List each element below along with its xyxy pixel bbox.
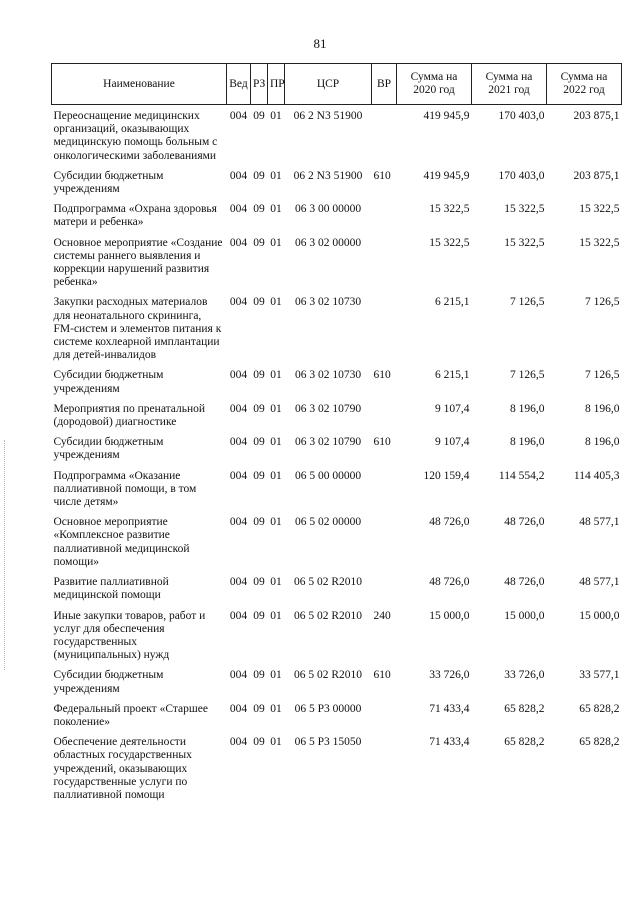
- cell-name: Федеральный проект «Старшее поколение»: [53, 702, 208, 728]
- cell-rz: 09: [253, 736, 265, 749]
- cell-csr: 06 3 02 10730: [294, 296, 362, 309]
- cell-sum-2021: 33 726,0: [504, 669, 545, 682]
- cell-sum-2022: 65 828,2: [579, 702, 620, 715]
- cell-name: Мероприятия по пренатальной (дородовой) диагностике: [53, 402, 206, 429]
- cell-rz: 09: [253, 702, 265, 715]
- header-sum-2021: Сумма на 2021 год: [472, 64, 547, 105]
- cell-rz: 09: [253, 169, 265, 182]
- cell-vr: 610: [373, 436, 391, 449]
- cell-rz: 09: [253, 609, 265, 622]
- header-name: Наименование: [52, 64, 227, 105]
- cell-ved: 004: [229, 516, 248, 529]
- cell-name: Субсидии бюджетным учреждениям: [53, 369, 164, 395]
- cell-pr: 01: [270, 576, 282, 589]
- cell-csr: 06 5 02 R2010: [293, 576, 363, 589]
- cell-csr: 06 5 02 R2010: [293, 669, 363, 682]
- cell-vr: 240: [373, 609, 391, 622]
- table-row: [52, 170, 622, 203]
- cell-name: Подпрограмма «Оказание паллиативной помощи, в том числе детям»: [53, 469, 197, 509]
- cell-ved: 004: [229, 236, 248, 249]
- cell-sum-2020: 419 945,9: [423, 169, 470, 182]
- header-rz: РЗ: [251, 64, 268, 105]
- cell-vr: [372, 516, 397, 576]
- table-row: [52, 105, 622, 170]
- cell-sum-2020: 15 322,5: [429, 236, 470, 249]
- cell-name: Основное мероприятие «Комплексное развитие паллиативной медицинской помощи»: [53, 516, 190, 568]
- cell-rz: 09: [253, 402, 265, 415]
- cell-sum-2020: 48 726,0: [429, 516, 470, 529]
- table-row: [52, 403, 622, 436]
- cell-ved: 004: [229, 203, 248, 216]
- table-row: [52, 203, 622, 236]
- cell-name: Субсидии бюджетным учреждениям: [53, 669, 164, 695]
- table-row: [52, 296, 622, 369]
- cell-sum-2022: 48 577,1: [579, 576, 620, 589]
- cell-sum-2020: 15 000,0: [429, 609, 470, 622]
- table-header: [52, 64, 622, 105]
- table-row: [52, 703, 622, 736]
- header-ved: Вед: [227, 64, 251, 105]
- cell-sum-2021: 170 403,0: [498, 169, 545, 182]
- cell-pr: 01: [270, 402, 282, 415]
- cell-rz: 09: [253, 369, 265, 382]
- table-row: [52, 736, 622, 809]
- cell-sum-2022: 15 322,5: [579, 236, 620, 249]
- margin-scan-mark: [4, 440, 6, 670]
- cell-sum-2020: 9 107,4: [435, 402, 470, 415]
- cell-pr: 01: [270, 736, 282, 749]
- cell-pr: 01: [270, 203, 282, 216]
- cell-vr: [372, 736, 397, 809]
- cell-pr: 01: [270, 702, 282, 715]
- cell-sum-2020: 71 433,4: [429, 736, 470, 749]
- cell-ved: 004: [229, 110, 248, 122]
- cell-sum-2020: 15 322,5: [429, 203, 470, 216]
- table-row: [52, 669, 622, 702]
- cell-vr: [372, 403, 397, 436]
- cell-name: Основное мероприятие «Создание системы раннего выявления и коррекции нарушений развития ребенка»: [53, 236, 223, 289]
- cell-sum-2022: 33 577,1: [579, 669, 620, 682]
- cell-ved: 004: [229, 369, 248, 382]
- cell-sum-2022: 114 405,3: [573, 469, 620, 482]
- cell-rz: 09: [253, 436, 265, 449]
- cell-vr: 610: [373, 669, 391, 682]
- cell-sum-2021: 15 322,5: [504, 236, 545, 249]
- header-csr: ЦСР: [285, 64, 372, 105]
- cell-ved: 004: [229, 576, 248, 589]
- cell-rz: 09: [253, 576, 265, 589]
- cell-vr: [372, 703, 397, 736]
- cell-vr: [372, 105, 397, 170]
- cell-sum-2022: 203 875,1: [573, 110, 620, 122]
- cell-vr: 610: [373, 169, 391, 182]
- cell-pr: 01: [270, 236, 282, 249]
- cell-sum-2021: 48 726,0: [504, 576, 545, 589]
- cell-ved: 004: [229, 169, 248, 182]
- cell-ved: 004: [229, 436, 248, 449]
- cell-sum-2020: 6 215,1: [435, 369, 470, 382]
- cell-name: Субсидии бюджетным учреждениям: [53, 436, 164, 462]
- cell-csr: 06 3 02 10730: [294, 369, 362, 382]
- cell-vr: [372, 296, 397, 369]
- cell-sum-2020: 120 159,4: [423, 469, 470, 482]
- table-row: [52, 237, 622, 297]
- cell-sum-2022: 7 126,5: [585, 296, 620, 309]
- cell-vr: 610: [373, 369, 391, 382]
- cell-sum-2020: 71 433,4: [429, 702, 470, 715]
- cell-ved: 004: [229, 736, 248, 749]
- header-pr: ПР: [268, 64, 285, 105]
- cell-name: Субсидии бюджетным учреждениям: [53, 169, 164, 196]
- cell-rz: 09: [253, 203, 265, 216]
- cell-vr: [372, 470, 397, 517]
- cell-sum-2021: 114 554,2: [498, 469, 545, 482]
- page-number: 81: [313, 36, 327, 51]
- cell-ved: 004: [229, 669, 248, 682]
- cell-rz: 09: [253, 110, 265, 122]
- cell-sum-2022: 8 196,0: [585, 436, 620, 449]
- cell-pr: 01: [270, 516, 282, 529]
- cell-name: Подпрограмма «Охрана здоровья матери и ребенка»: [53, 203, 217, 229]
- cell-pr: 01: [270, 469, 282, 482]
- cell-name: Обеспечение деятельности областных государственных учреждений, оказывающих государственные услуги по паллиативной помощи: [53, 736, 192, 801]
- cell-sum-2021: 8 196,0: [510, 402, 545, 415]
- header-sum-2020: Сумма на 2020 год: [397, 64, 472, 105]
- cell-sum-2022: 8 196,0: [585, 402, 620, 415]
- cell-sum-2022: 7 126,5: [585, 369, 620, 382]
- cell-csr: 06 2 N3 51900: [293, 110, 363, 122]
- cell-rz: 09: [253, 236, 265, 249]
- table-row: [52, 576, 622, 609]
- cell-vr: [372, 576, 397, 609]
- cell-pr: 01: [270, 110, 282, 122]
- cell-sum-2021: 8 196,0: [510, 436, 545, 449]
- budget-table: [51, 63, 622, 809]
- cell-rz: 09: [253, 516, 265, 529]
- table-row: [52, 516, 622, 576]
- cell-sum-2021: 65 828,2: [504, 736, 545, 749]
- cell-csr: 06 5 02 R2010: [293, 609, 363, 622]
- header-sum-2022: Сумма на 2022 год: [547, 64, 622, 105]
- cell-sum-2020: 419 945,9: [423, 110, 470, 122]
- cell-csr: 06 5 P3 00000: [294, 702, 362, 715]
- cell-csr: 06 3 02 10790: [294, 402, 362, 415]
- cell-vr: [372, 237, 397, 297]
- cell-sum-2021: 15 000,0: [504, 609, 545, 622]
- cell-sum-2021: 48 726,0: [504, 516, 545, 529]
- table-row: [52, 610, 622, 670]
- cell-csr: 06 3 00 00000: [294, 203, 362, 216]
- cell-name: Переоснащение медицинских организаций, оказывающих медицинскую помощь больным с онкологическими заболеваниями: [53, 110, 218, 162]
- cell-pr: 01: [270, 669, 282, 682]
- cell-ved: 004: [229, 296, 248, 309]
- cell-name: Закупки расходных материалов для неонатального скрининга, FM-систем и элементов питания к системе кохлеарной имплантации для детей-инвалидов: [53, 296, 222, 362]
- cell-ved: 004: [229, 702, 248, 715]
- cell-sum-2022: 15 000,0: [579, 609, 620, 622]
- cell-vr: [372, 203, 397, 236]
- cell-ved: 004: [229, 469, 248, 482]
- cell-sum-2021: 7 126,5: [510, 369, 545, 382]
- cell-rz: 09: [253, 296, 265, 309]
- cell-rz: 09: [253, 669, 265, 682]
- cell-pr: 01: [270, 436, 282, 449]
- cell-rz: 09: [253, 469, 265, 482]
- cell-sum-2021: 170 403,0: [498, 110, 545, 122]
- cell-name: Иные закупки товаров, работ и услуг для обеспечения государственных (муниципальных) нужд: [53, 609, 206, 662]
- cell-ved: 004: [229, 609, 248, 622]
- cell-sum-2022: 48 577,1: [579, 516, 620, 529]
- cell-csr: 06 2 N3 51900: [293, 169, 363, 182]
- cell-csr: 06 5 02 00000: [294, 516, 362, 529]
- cell-pr: 01: [270, 369, 282, 382]
- cell-sum-2021: 15 322,5: [504, 203, 545, 216]
- cell-sum-2022: 203 875,1: [573, 169, 620, 182]
- table-row: [52, 436, 622, 469]
- cell-sum-2020: 48 726,0: [429, 576, 470, 589]
- cell-ved: 004: [229, 402, 248, 415]
- cell-csr: 06 5 P3 15050: [294, 736, 362, 749]
- cell-pr: 01: [270, 609, 282, 622]
- cell-name: Развитие паллиативной медицинской помощи: [53, 576, 169, 602]
- table-row: [52, 470, 622, 517]
- cell-sum-2022: 15 322,5: [579, 203, 620, 216]
- table-row: [52, 369, 622, 402]
- header-vr: ВР: [372, 64, 397, 105]
- cell-sum-2021: 65 828,2: [504, 702, 545, 715]
- cell-csr: 06 3 02 10790: [294, 436, 362, 449]
- cell-sum-2021: 7 126,5: [510, 296, 545, 309]
- cell-sum-2020: 33 726,0: [429, 669, 470, 682]
- cell-pr: 01: [270, 296, 282, 309]
- cell-sum-2022: 65 828,2: [579, 736, 620, 749]
- cell-sum-2020: 9 107,4: [435, 436, 470, 449]
- cell-sum-2020: 6 215,1: [435, 296, 470, 309]
- cell-pr: 01: [270, 169, 282, 182]
- table-body: [52, 105, 622, 810]
- cell-csr: 06 3 02 00000: [294, 236, 362, 249]
- cell-csr: 06 5 00 00000: [294, 469, 362, 482]
